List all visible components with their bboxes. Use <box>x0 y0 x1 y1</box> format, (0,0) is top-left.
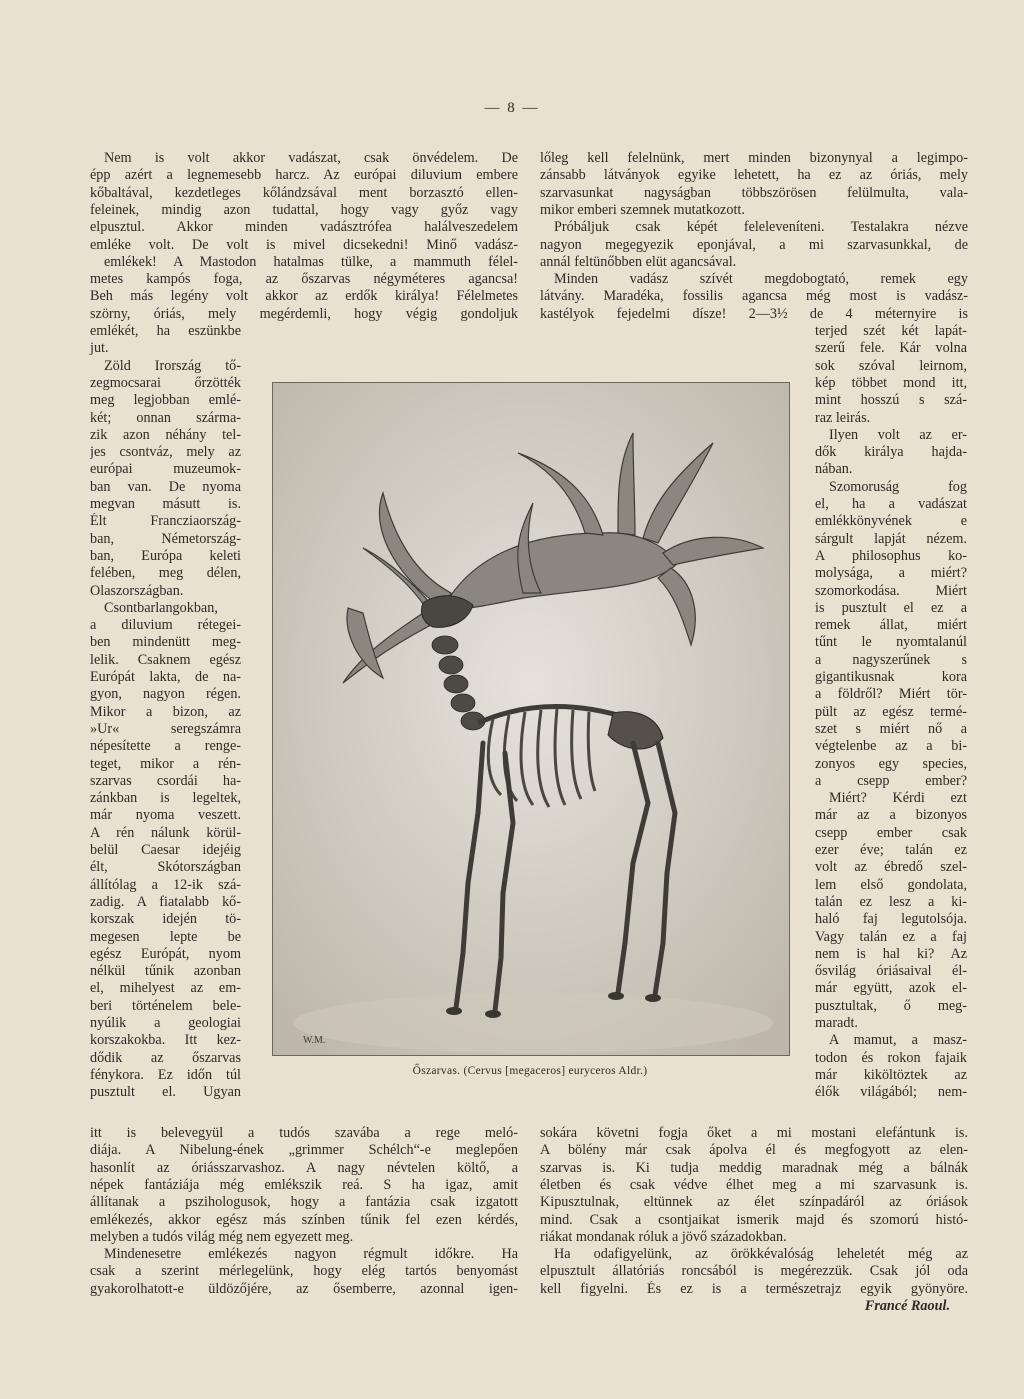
text-line: annál feltünőbben elüt agancsával. <box>540 253 737 270</box>
text-line: mikor emberi szemnek mutatkozott. <box>540 201 745 218</box>
figure-caption: Őszarvas. (Cervus [megaceros] euryceros Aldr.) <box>412 1065 648 1077</box>
text-line: dők királya hajda- <box>815 444 967 461</box>
text-line: raz leirás. <box>815 409 871 426</box>
text-line: melyben a tudós világ még nem egyezett meg. <box>90 1228 354 1245</box>
text-line: feleinek, mindig azon tudattal, hogy vagy győz vagy <box>90 201 518 218</box>
text-line: állítólag a 12-ik szá- <box>90 876 241 893</box>
text-line: zadig. A fiatalabb kő- <box>90 893 241 910</box>
text-line: talán ez lesz a ki- <box>815 893 967 910</box>
text-line: A philosophus ko- <box>815 547 967 564</box>
text-line: hasonlít az óriásszarvashoz. A nagy névtelen költő, a <box>90 1159 518 1176</box>
text-line: Csontbarlangokban, <box>104 599 218 616</box>
text-line: korszak idején tö- <box>90 911 241 928</box>
text-line: egész Európát, nyom <box>90 945 241 962</box>
text-line: Európát lakta, de na- <box>90 669 241 685</box>
text-line: szerű fele. Kár volna <box>815 340 967 357</box>
text-line: Mindenesetre emlékezés nagyon régmult időkre. Ha <box>104 1246 518 1263</box>
text-line: emlékezés, akkor egész más színben tűnik fel ezen kérdés, <box>90 1211 518 1228</box>
text-line: gyakorolhatott-e üldözőjére, az ősemberre, azonnal igen- <box>90 1280 518 1297</box>
text-line: zegmocsarai őrzötték <box>90 374 241 391</box>
text-line: Olaszországban. <box>90 582 184 599</box>
text-line: sokára követni fogja őket a mi mostani elefántunk is. <box>540 1125 968 1141</box>
skeleton-illustration <box>272 382 790 1056</box>
text-line: mind. Csak a csontjaikat ismerik majd és szomorú histó- <box>540 1211 968 1228</box>
text-line: ben mindenütt meg- <box>90 634 241 651</box>
text-line: nélkül tűnik azonban <box>90 963 241 980</box>
text-line: szomorkodása. Miért <box>815 582 967 599</box>
text-line: itt is belevegyül a tudós szavába a rege meló- <box>90 1125 518 1141</box>
text-line: meg legjobban emlé- <box>90 392 241 409</box>
text-line: elpusztult állatóriás roncsából is megérezzük. Csak jól oda <box>540 1263 968 1280</box>
text-line: a diluvium rétegei- <box>90 617 241 634</box>
text-line: el, mihelyest az em- <box>90 980 241 997</box>
text-line: teget, mikor a rén- <box>90 755 241 772</box>
text-line: Minden vadász szívét megdobogtató, remek egy <box>554 271 968 288</box>
text-line: nem is hal ki? Az <box>815 945 967 962</box>
text-line: Nem is volt akkor vadászat, csak önvédelem. De <box>104 150 518 166</box>
text-line: épp azért a legnemesebb harcz. Az európai diluvium embere <box>90 167 518 184</box>
text-line: Mikor a bizon, az <box>90 703 241 720</box>
text-line: felében, meg délen, <box>90 565 241 582</box>
text-line: Szomoruság fog <box>829 478 967 495</box>
text-line: már kiköltöztek az <box>815 1066 967 1083</box>
text-line: megesen lepte be <box>90 928 241 945</box>
text-line: maradt. <box>815 1015 858 1031</box>
text-line: megvan másutt is. <box>90 496 241 512</box>
text-line: már az a bizonyos <box>815 807 967 824</box>
text-line: már együtt, azok el- <box>815 980 967 997</box>
text-line: zánkban is legeltek, <box>90 790 241 807</box>
text-line: a csepp ember? <box>815 772 967 789</box>
text-line: a földről? Miért tör- <box>815 686 967 703</box>
text-line: emléke volt. De volt is mivel dicsekedni! Minő vadász- <box>90 236 518 253</box>
text-line: riákat mondanak róluk a jövő századokban. <box>540 1228 787 1245</box>
text-line: emlékét, ha eszünkbe <box>90 323 241 339</box>
text-line: lem első gondolata, <box>815 876 967 893</box>
page-number: — 8 — <box>484 100 540 116</box>
text-line: szörny, óriás, mely megérdemli, hogy végig gondoljuk <box>90 305 518 322</box>
megaceros-skeleton-drawing <box>273 383 789 1055</box>
text-line: gigantikusnak kora <box>815 669 967 685</box>
text-line: sárgult lapját nézem. <box>815 530 967 547</box>
text-line: A rén nálunk körül- <box>90 824 241 841</box>
text-line: Kipusztulnak, eltünnek az élet színpadáról az óriások <box>540 1194 968 1211</box>
text-line: nában. <box>815 461 853 478</box>
text-line: nyúlik a geologiai <box>90 1015 241 1031</box>
text-line: állítanak a pszihologusok, hogy a fantázia csak izgatott <box>90 1194 518 1211</box>
text-line: népesítette a renge- <box>90 738 241 755</box>
text-line: nagyon megegyezik eponjával, a mi szarvasunkkal, de <box>540 236 968 253</box>
text-line: csepp ember csak <box>815 824 967 841</box>
text-line: csak a szerint mérlegelünk, hogy elég tartós benyomást <box>90 1263 518 1280</box>
text-line: látvány. Maradéka, fossilis agancsa még most is vadász- <box>540 288 968 305</box>
text-line: elpusztul. Akkor minden vadásztrófea halálveszedelem <box>90 219 518 236</box>
artist-monogram: W.M. <box>303 1035 326 1046</box>
text-line: ősvilág óriásaival él- <box>815 963 967 980</box>
text-line: szarvas csordái ha- <box>90 772 241 789</box>
text-line: tűnt le nyomtalanúl <box>815 634 967 651</box>
text-line: terjed szét két lapát- <box>815 323 967 339</box>
text-line: volt az ébredő szel- <box>815 859 967 876</box>
text-line: mint hosszú s szá- <box>815 392 967 409</box>
text-line: szarvasunkat nagyságban többszörösen felülmulta, vala- <box>540 184 968 201</box>
text-line: »Ur« seregszámra <box>90 720 241 737</box>
text-line: kőbaltával, kezdetleges kőlándzsával ment borzasztó ellen- <box>90 184 518 201</box>
text-line: kastélyok fejedelmi dísze! 2—3½ de 4 méternyire is <box>540 305 968 322</box>
text-line: népek fantáziája még emlékszik reá. S ha igaz, amit <box>90 1176 518 1193</box>
text-line: metes kampós foga, az őszarvas négyméteres agancsa! <box>90 271 518 288</box>
text-line: is pusztult el ez a <box>815 599 967 616</box>
text-line: életben és csak védve élhet meg a mi szarvasunk is. <box>540 1176 968 1193</box>
text-line: sok szóval leirnom, <box>815 357 967 374</box>
text-line: Ilyen volt az er- <box>829 426 967 443</box>
text-line: már nyoma veszett. <box>90 807 241 824</box>
text-line: Élt Francziaország- <box>90 513 241 530</box>
text-line: jes csontváz, mely az <box>90 444 241 461</box>
text-line: pusztult el. Ugyan <box>90 1084 241 1101</box>
text-line: el, ha a vadászat <box>815 496 967 512</box>
text-line: zonyos egy species, <box>815 755 967 772</box>
text-line: zik azon néhány tel- <box>90 426 241 443</box>
text-line: szet s miért nő a <box>815 720 967 737</box>
text-line: fénykora. Ez időn túl <box>90 1066 241 1083</box>
text-line: korszakokba. Itt kez- <box>90 1032 241 1049</box>
text-line: kép többet mond itt, <box>815 374 967 391</box>
text-line: két; onnan szárma- <box>90 409 241 426</box>
text-line: todon és rokon fajaik <box>815 1049 967 1066</box>
text-line: molysága, a miért? <box>815 565 967 582</box>
text-line: haló faj legutolsója. <box>815 911 967 928</box>
text-line: Beh más legény volt akkor az erdők királya! Félelmetes <box>90 288 518 305</box>
text-line: remek állat, miért <box>815 617 967 634</box>
text-line: élők világából; nem- <box>815 1084 967 1101</box>
text-line: emlékkönyvének e <box>815 513 967 530</box>
text-line: szarvas is. Ki tudja meddig maradnak még a bálnák <box>540 1159 968 1176</box>
text-line: Miért? Kérdi ezt <box>829 790 967 807</box>
text-line: európai muzeumok- <box>90 461 241 478</box>
text-line: emlékek! A Mastodon hatalmas tülke, a mammuth félel- <box>104 253 518 270</box>
text-line: Próbáljuk csak képét feleleveníteni. Testalakra nézve <box>554 219 968 236</box>
text-line: pusztultak, ő meg- <box>815 997 967 1014</box>
text-line: Vagy talán ez a faj <box>815 928 967 945</box>
text-line: diája. A Nibelung-ének „grimmer Schélch“-e meglepően <box>90 1142 518 1159</box>
text-line: pült az egész termé- <box>815 703 967 720</box>
text-line: végtelenbe az a bi- <box>815 738 967 755</box>
text-line: ezer éve; talán ez <box>815 842 967 858</box>
text-line: kell figyelni. És ez is a természetrajz egyik gyönyöre. <box>540 1280 968 1297</box>
text-line: jut. <box>90 340 109 357</box>
text-line: A mamut, a masz- <box>829 1032 967 1049</box>
text-line: ban van. De nyoma <box>90 478 241 495</box>
text-line: zánsabb látványok egyike lehetett, ha ez az óriás, mely <box>540 167 968 184</box>
text-line: élt, Skótországban <box>90 859 241 876</box>
author-signature: Francé Raoul. <box>864 1298 950 1314</box>
text-line: A bölény már csak ápolva él és megfogyott az elen- <box>540 1142 968 1159</box>
text-line: Zöld Irország tő- <box>104 357 241 374</box>
text-line: gyon, nagyon régen. <box>90 686 241 703</box>
text-line: Ha odafigyelünk, az örökkévalóság leheletét még az <box>554 1246 968 1263</box>
text-line: lelik. Csaknem egész <box>90 651 241 668</box>
text-line: belül Caesar idejéig <box>90 842 241 858</box>
text-line: beri történelem bele- <box>90 997 241 1014</box>
text-line: dődik az őszarvas <box>90 1049 241 1066</box>
text-line: ban, Európa keleti <box>90 547 241 564</box>
text-line: lőleg kell felelnünk, mert minden bizonynyal a legimpo- <box>540 150 968 166</box>
text-line: a nagyszerűnek s <box>815 651 967 668</box>
text-line: ban, Németország- <box>90 530 241 547</box>
